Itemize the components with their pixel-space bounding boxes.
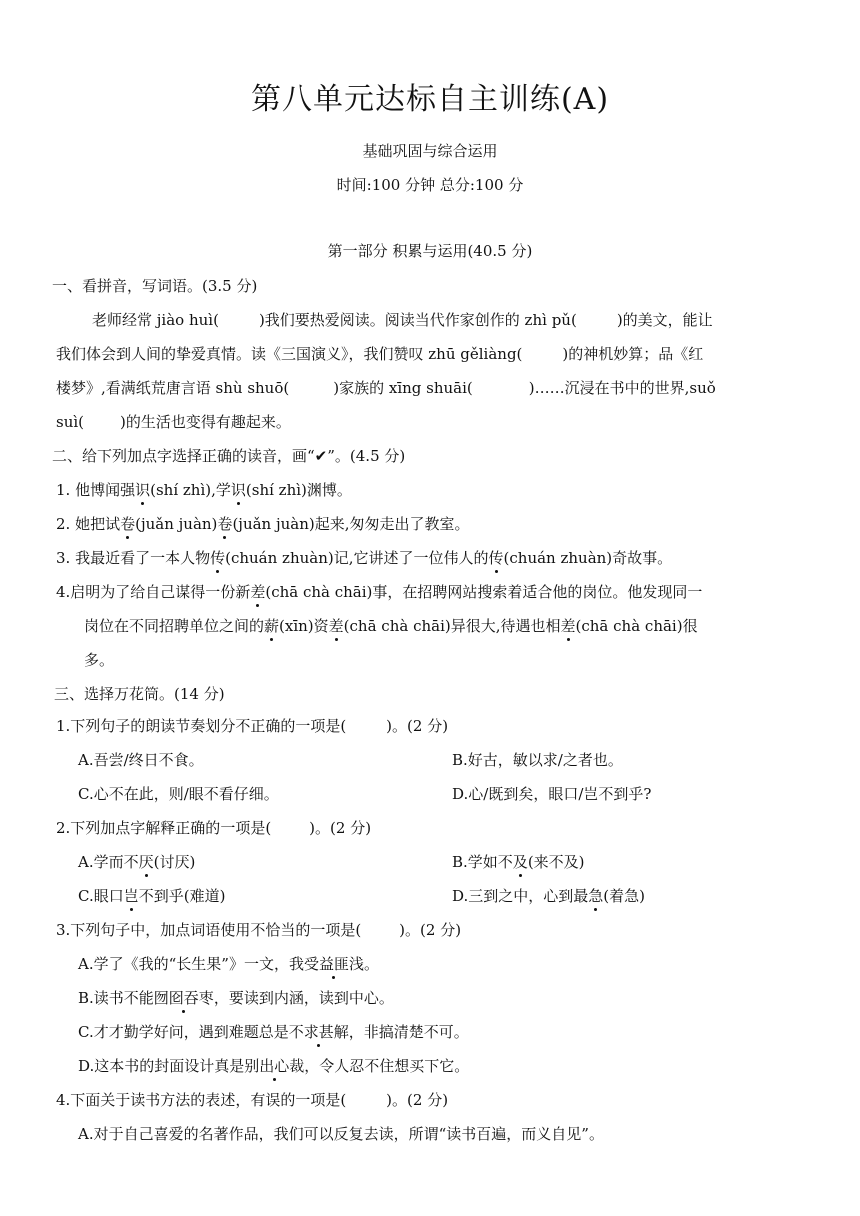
dotted-char: 急	[588, 887, 604, 905]
q2-item-4-cont	[84, 616, 698, 636]
text: )。(2 分)	[309, 819, 372, 837]
text: (着急)	[603, 887, 645, 905]
dotted-char: 薪	[264, 617, 280, 635]
text: ，要读到内涵，读到中心。	[213, 989, 394, 1007]
text: (来不及)	[527, 853, 585, 871]
dotted-char: 传	[488, 549, 504, 567]
q1-line-2	[56, 344, 703, 364]
dotted-word: 别出心裁	[244, 1057, 305, 1075]
q3-s2-option-b[interactable]	[452, 852, 585, 872]
text: )的生活也变得有趣起来。	[120, 413, 291, 431]
text: D.这本书的封面设计真是	[78, 1057, 245, 1075]
q3-s1-option-d[interactable]: D.心/既到矣，眼口/岂不到乎?	[452, 785, 652, 803]
text: B.读书不能	[78, 989, 154, 1007]
q3-s3-option-c[interactable]	[78, 1022, 469, 1042]
pinyin-options[interactable]: (chā chà chāi)异很大,待遇也相	[343, 617, 561, 635]
text: 我们体会到人间的挚爱真情。读《三国演义》，我们赞叹 zhū gěliàng(	[56, 345, 523, 363]
text: 1. 他博闻强	[56, 481, 136, 499]
q2-item-1	[56, 480, 352, 500]
text: 3. 我最近看了一本人物	[56, 549, 211, 567]
text: )我们要热爱阅读。阅读当代作家创作的 zhì pǔ(	[258, 311, 577, 329]
text: )的美文，能让	[616, 311, 713, 329]
text: C.才才勤学好问，遇到难题总是	[78, 1023, 289, 1041]
text: 3.下列句子中，加点词语使用不恰当的一项是(	[56, 921, 362, 939]
text: 2.下列加点字解释正确的一项是(	[56, 819, 272, 837]
q1-line-4	[56, 412, 291, 432]
page-title: 第八单元达标自主训练(A)	[250, 82, 610, 117]
q2-item-4-end: 多。	[84, 651, 115, 669]
pinyin-options[interactable]: (juǎn juàn)	[135, 515, 218, 533]
page-subtitle: 基础巩固与综合运用	[362, 142, 498, 160]
dotted-char: 识	[230, 481, 246, 499]
q3-heading: 三、选择万花筒。(14 分)	[54, 685, 225, 703]
dotted-char: 岂	[123, 887, 139, 905]
text: D.三到之中，心到最	[452, 887, 589, 905]
text: C.眼口	[78, 887, 124, 905]
pinyin-options[interactable]: (chuán zhuàn)记,它讲述了一位伟人的	[225, 549, 489, 567]
pinyin-options[interactable]: (shí zhì),学	[150, 481, 231, 499]
text: 岗位在不同招聘单位之间的	[84, 617, 265, 635]
q3-s3-question	[56, 920, 461, 940]
text: 4.下面关于读书方法的表述，有误的一项是(	[56, 1091, 347, 1109]
text: 楼梦》,看满纸荒唐言语 shù shuō(	[56, 379, 290, 397]
q3-s1-question	[56, 716, 448, 736]
dotted-char: 卷	[217, 515, 233, 533]
q3-s2-option-d[interactable]	[452, 886, 645, 906]
text: )……沉浸在书中的世界,suǒ	[528, 379, 716, 397]
part-heading: 第一部分 积累与运用(40.5 分)	[327, 242, 533, 260]
q1-line-1	[92, 310, 713, 330]
text: (xīn)资	[279, 617, 329, 635]
q2-item-2	[56, 514, 470, 534]
dotted-char: 差	[328, 617, 344, 635]
text: suì(	[56, 413, 85, 431]
dotted-char: 厌	[138, 853, 154, 871]
dotted-char: 卷	[120, 515, 136, 533]
dotted-char: 差	[250, 583, 266, 601]
dotted-word: 受益匪浅	[303, 955, 364, 973]
text: ，令人忍不住想买下它。	[304, 1057, 470, 1075]
q2-item-4	[56, 582, 702, 602]
dotted-word: 不求甚解	[288, 1023, 349, 1041]
pinyin-options[interactable]: (shí zhì)渊博。	[245, 481, 352, 499]
q3-s1-option-c[interactable]: C.心不在此，则/眼不看仔细。	[78, 785, 279, 803]
q3-s3-option-b[interactable]	[78, 988, 394, 1008]
text: 4.启明为了给自己谋得一份新	[56, 583, 251, 601]
text: ，非搞清楚不可。	[348, 1023, 469, 1041]
q3-s2-question	[56, 818, 371, 838]
text: 2. 她把试	[56, 515, 121, 533]
text: 不到乎(难道)	[138, 887, 226, 905]
text: 1.下列句子的朗读节奏划分不正确的一项是(	[56, 717, 347, 735]
text: (讨厌)	[153, 853, 196, 871]
q3-s1-option-b[interactable]: B.好古，敏以求/之者也。	[452, 751, 623, 769]
q3-s3-option-d[interactable]	[78, 1056, 469, 1076]
q2-heading: 二、给下列加点字选择正确的读音，画“✔”。(4.5 分)	[52, 447, 406, 465]
time-info: 时间:100 分钟 总分:100 分	[336, 176, 524, 194]
text: A.学而不	[78, 853, 139, 871]
text: )。(2 分)	[386, 717, 449, 735]
text: 老师经常 jiào huì(	[92, 311, 219, 329]
q3-s2-option-a[interactable]	[78, 852, 195, 872]
q2-item-3	[56, 548, 672, 568]
q3-s1-option-a[interactable]: A.吾尝/终日不食。	[78, 751, 204, 769]
text: )家族的 xīng shuāi(	[333, 379, 473, 397]
q3-s4-question	[56, 1090, 448, 1110]
text: 。	[363, 955, 379, 973]
pinyin-options[interactable]: (juǎn juàn)起来,匆匆走出了教室。	[232, 515, 470, 533]
dotted-char: 传	[210, 549, 226, 567]
dotted-char: 差	[560, 617, 576, 635]
q1-line-3	[56, 378, 716, 398]
dotted-char: 及	[512, 853, 528, 871]
pinyin-options[interactable]: (chā chà chāi)事，在招聘网站搜索着适合他的岗位。他发现同一	[265, 583, 703, 601]
q3-s4-option-a[interactable]: A.对于自己喜爱的名著作品，我们可以反复去读，所谓“读书百遍，而义自见”。	[78, 1125, 604, 1143]
q3-s3-option-a[interactable]	[78, 954, 379, 974]
dotted-word: 囫囵吞枣	[153, 989, 214, 1007]
text: )的神机妙算；品《红	[562, 345, 704, 363]
text: B.学如不	[452, 853, 513, 871]
text: )。(2 分)	[399, 921, 462, 939]
q1-heading: 一、看拼音，写词语。(3.5 分)	[52, 277, 258, 295]
dotted-char: 识	[135, 481, 151, 499]
text: )。(2 分)	[386, 1091, 449, 1109]
q3-s2-option-c[interactable]	[78, 886, 225, 906]
pinyin-options[interactable]: (chuán zhuàn)奇故事。	[503, 549, 673, 567]
pinyin-options[interactable]: (chā chà chāi)很	[575, 617, 698, 635]
text: A.学了《我的“长生果”》一文，我	[78, 955, 304, 973]
